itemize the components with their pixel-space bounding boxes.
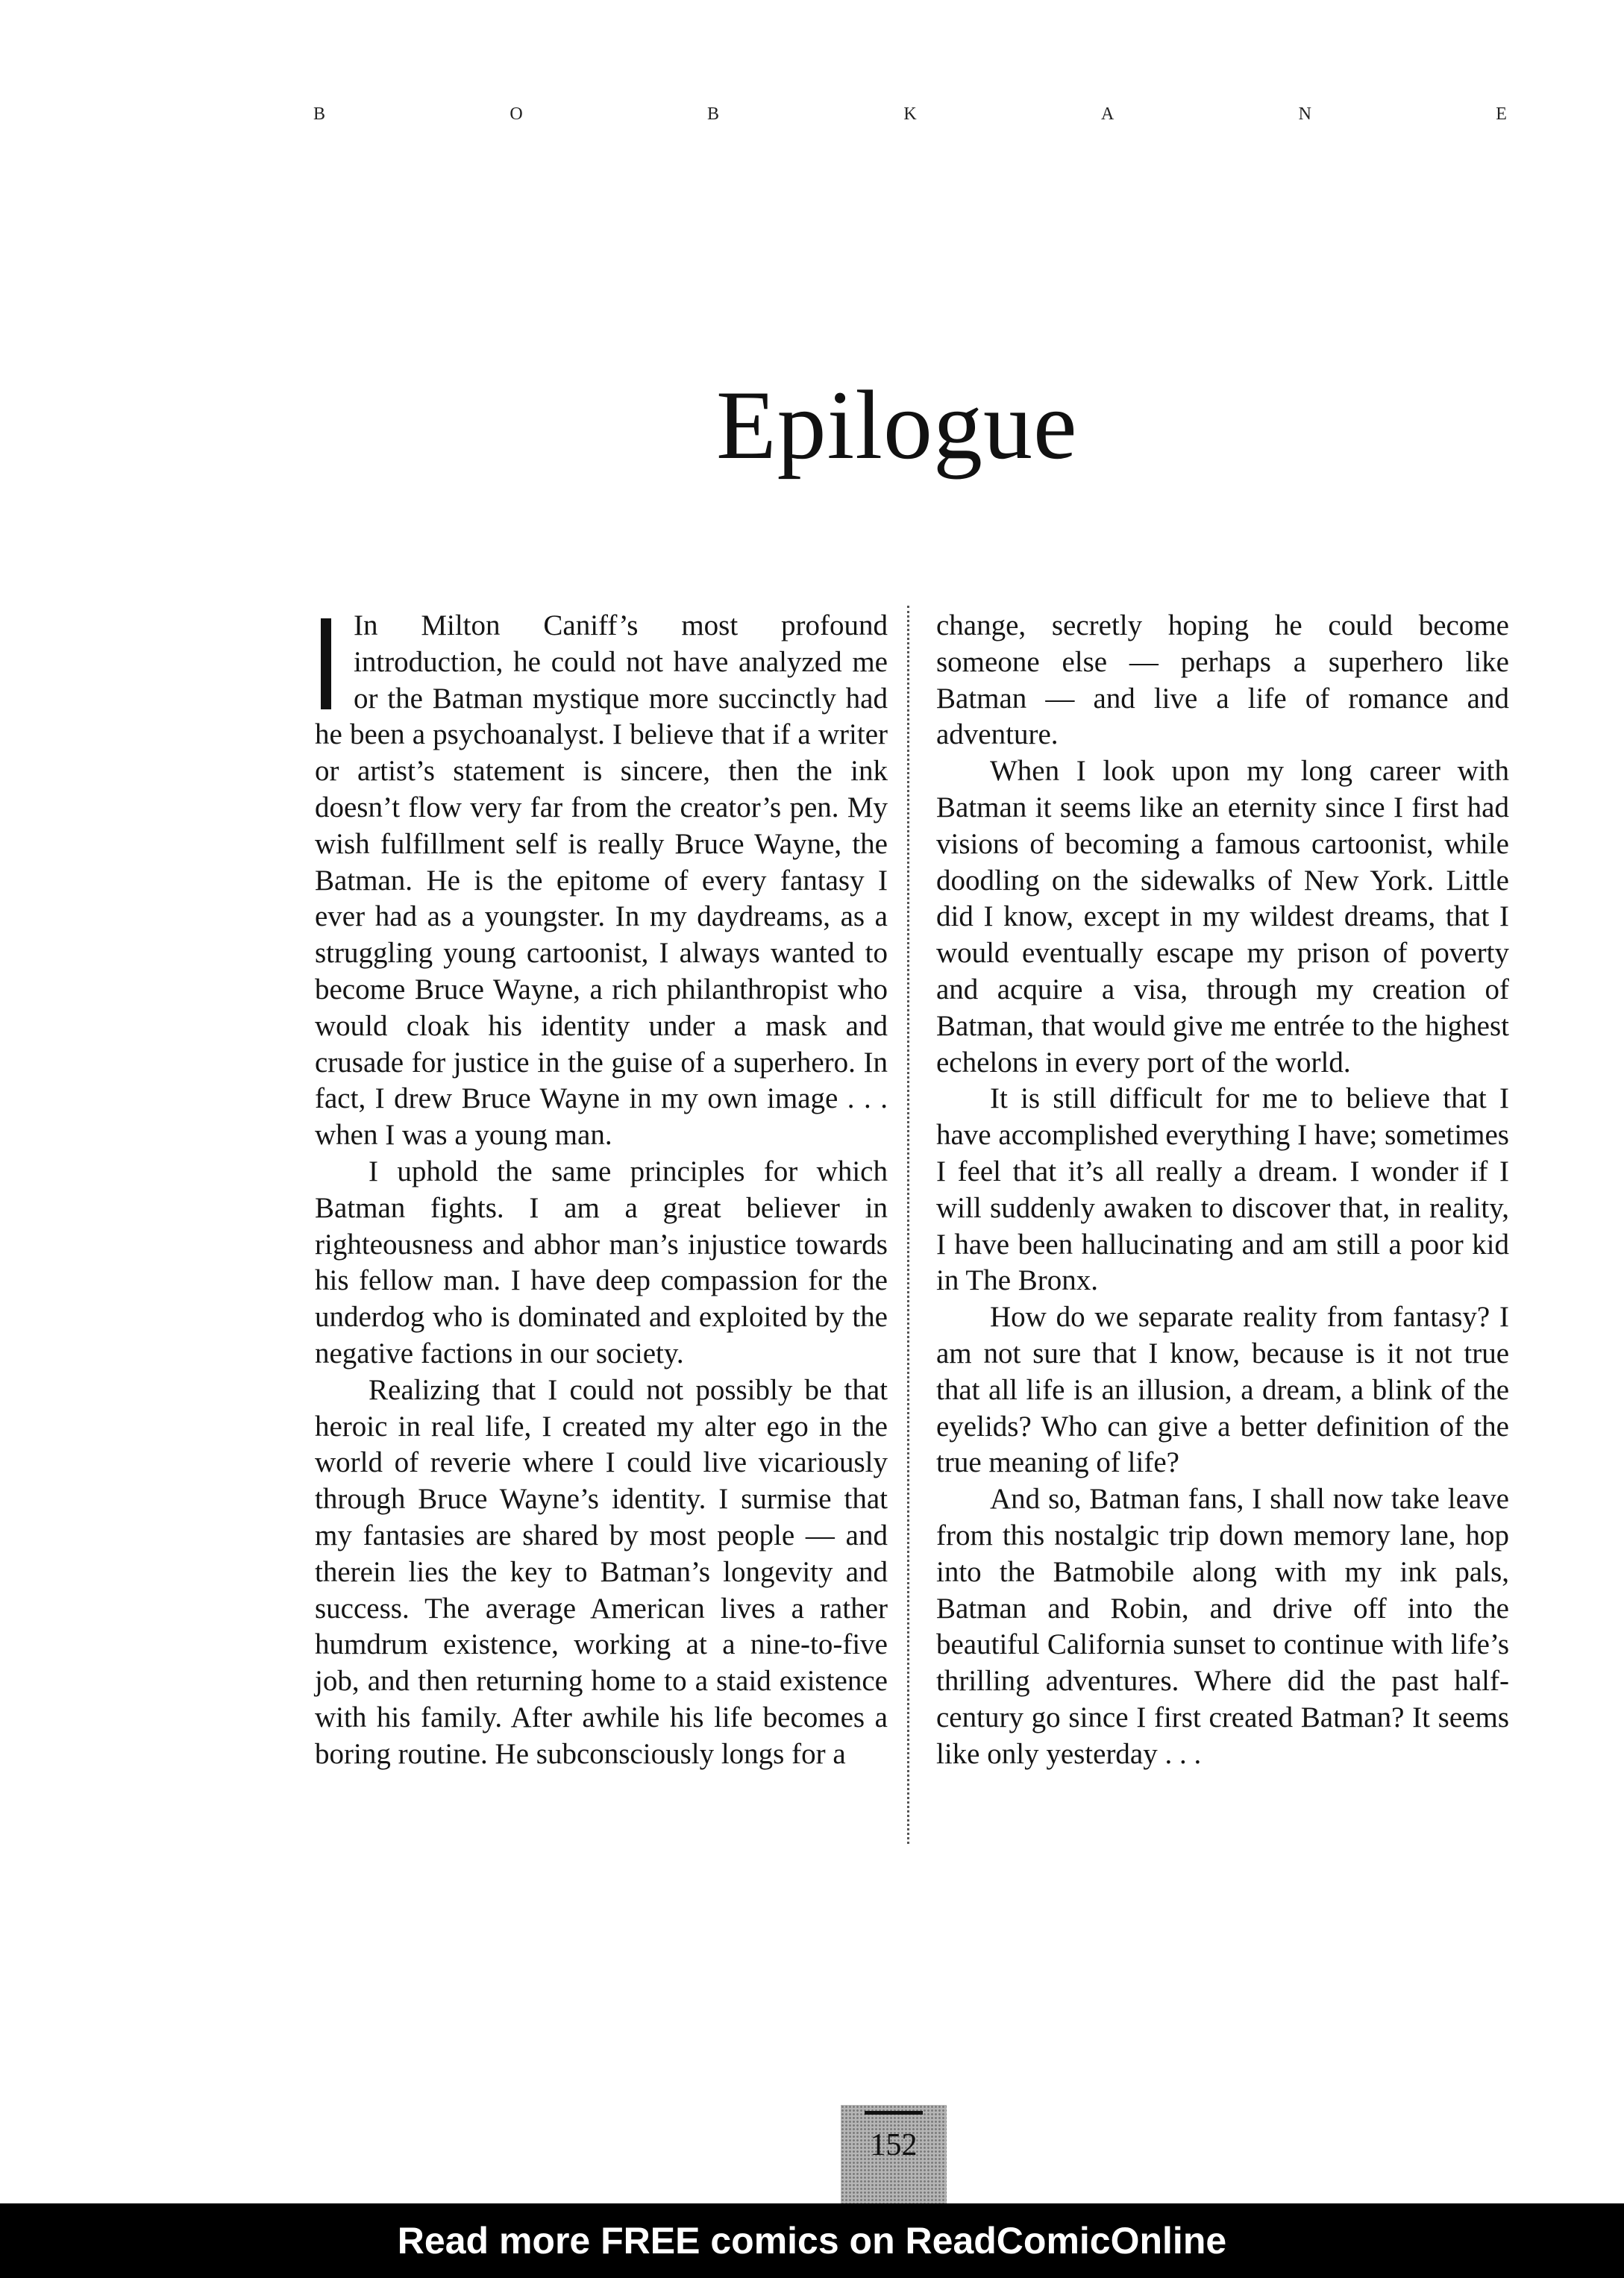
chapter-title: Epilogue [716,370,1078,480]
left-text-column [315,608,888,1773]
paragraph: It is still difficult for me to believe that I have accomplished everything I have; sometimes I feel that it’s all really a dream. I wonder if I will suddenly awaken to discover that, in reality, I have been hallucinating and am still a poor kid in The Bronx. [936,1082,1509,1297]
promo-banner[interactable]: Read more FREE comics on ReadComicOnline [0,2203,1624,2278]
running-head-letter: B [313,104,326,124]
paragraph: I uphold the same principles for which Batman fights. I am a great believer in righteousness and abhor man’s injustice towards his fellow man. I have deep compassion for the underdog who is dominated and exploited by the negative factions in our society. [315,1155,888,1369]
right-text-column [936,608,1509,1773]
folio-rule [865,2111,923,2115]
running-head-letter: E [1496,104,1507,124]
running-head-letter: A [1100,104,1114,124]
paragraph: How do we separate reality from fantasy? I am not sure that I know, because is it not true that all life is an illusion, a dream, a blink of the eyelids? Who can give a better definition of the true meaning of life? [936,1301,1509,1479]
paragraph: change, secretly hoping he could become someone else — perhaps a superhero like Batman — and live a life of romance and adventure. [936,609,1509,751]
page-number-box [841,2105,947,2203]
column-divider [907,606,909,1844]
running-head-letter: N [1298,104,1311,124]
paragraph: And so, Batman fans, I shall now take leave from this nostalgic trip down memory lane, hop into the Batmobile along with my ink pals, Batman and Robin, and drive off into the beautiful California sunset to continue with life’s thrilling adventures. Where did the past half-century go since I first created Batman? It seems like only yesterday . . . [936,1483,1509,1770]
running-head-letter: O [510,104,523,124]
paragraph: When I look upon my long career with Batman it seems like an eternity since I first had visions of becoming a famous cartoonist, while doodling on the sidewalks of New York. Little did I know, except in my wildest dreams, that I would eventually escape my prison of poverty and acquire a visa, through my creation of Batman, that would give me entrée to the highest echelons in every port of the world. [936,755,1509,1079]
paragraph: Realizing that I could not possibly be that heroic in real life, I created my alter ego in the world of reverie where I could live vicariously through Bruce Wayne’s identity. I surmise that my fantasies are shared by most people — and therein lies the key to Batman’s longevity and success. The average American lives a rather humdrum existence, working at a nine-to-five job, and then returning home to a staid existence with his family. After awhile his life becomes a boring routine. He subconsciously longs for a [315,1373,888,1770]
paragraph: In Milton Caniff’s most profound introduction, he could not have analyzed me or the Batman mystique more succinctly had he been a psychoanalyst. I believe that if a writer or artist’s statement is sincere, then the ink doesn’t flow very far from the creator’s pen. My wish fulfillment self is really Bruce Wayne, the Batman. He is the epitome of every fantasy I ever had as a youngster. In my daydreams, as a struggling young cartoonist, I always wanted to become Bruce Wayne, a rich philanthropist who would cloak his identity under a mask and crusade for justice in the guise of a superhero. In fact, I drew Bruce Wayne in my own image . . . when I was a young man. [315,609,888,1152]
page-number: 152 [870,2128,918,2162]
running-head [313,104,1507,134]
running-head-letter: B [706,104,719,124]
running-head-letter: K [903,104,917,124]
drop-cap-initial [321,618,331,709]
